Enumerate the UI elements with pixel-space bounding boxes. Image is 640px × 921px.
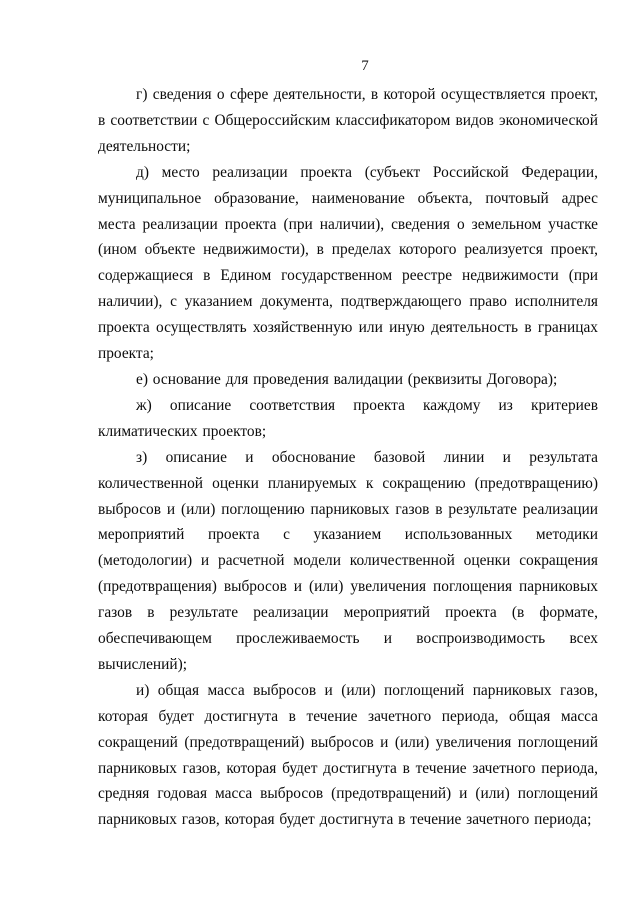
- paragraph-zh-criteria-compliance: ж) описание соответствия проекта каждому из критериев климатических проектов;: [98, 396, 598, 440]
- paragraph-e-validation-basis: е) основание для проведения валидации (реквизиты Договора);: [136, 370, 558, 388]
- document-body: [98, 82, 598, 833]
- paragraph-g-activity-sphere: г) сведения о сфере деятельности, в которой осуществляется проект, в соответствии с Общероссийским классификатором видов экономической деятельности;: [98, 86, 598, 155]
- paragraph-i-total-emissions: и) общая масса выбросов и (или) поглощений парниковых газов, которая будет достигнута в течение зачетного периода, общая масса сокращений (предотвращений) выбросов и (или) увеличения поглощений парниковых газов, которая будет достигнута в течение зачетного периода, средняя годовая масса выбросов (предотвращений) и (или) поглощений парниковых газов, которая будет достигнута в течение зачетного периода;: [98, 681, 598, 829]
- paragraph-z-baseline-description: з) описание и обоснование базовой линии и результата количественной оценки планируемых к сокращению (предотвращению) выбросов и (или) поглощению парниковых газов в результате реализации мероприятий проекта с указанием использованных методики (методологии) и расчетной модели количественной оценки сокращения (предотвращения) выбросов и (или) увеличения поглощения парниковых газов в результате реализации мероприятий проекта (в формате, обеспечивающем прослеживаемость и воспроизводимость всех вычислений);: [98, 448, 598, 673]
- page-number: 7: [361, 58, 369, 74]
- paragraph-d-project-location: д) место реализации проекта (субъект Российской Федерации, муниципальное образование, наименование объекта, почтовый адрес места реализации проекта (при наличии), сведения о земельном участке (ином объекте недвижимости), в пределах которого реализуется проект, содержащиеся в Едином государственном реестре недвижимости (при наличии), с указанием документа, подтверждающего право исполнителя проекта осуществлять хозяйственную или иную деятельность в границах проекта;: [98, 163, 598, 363]
